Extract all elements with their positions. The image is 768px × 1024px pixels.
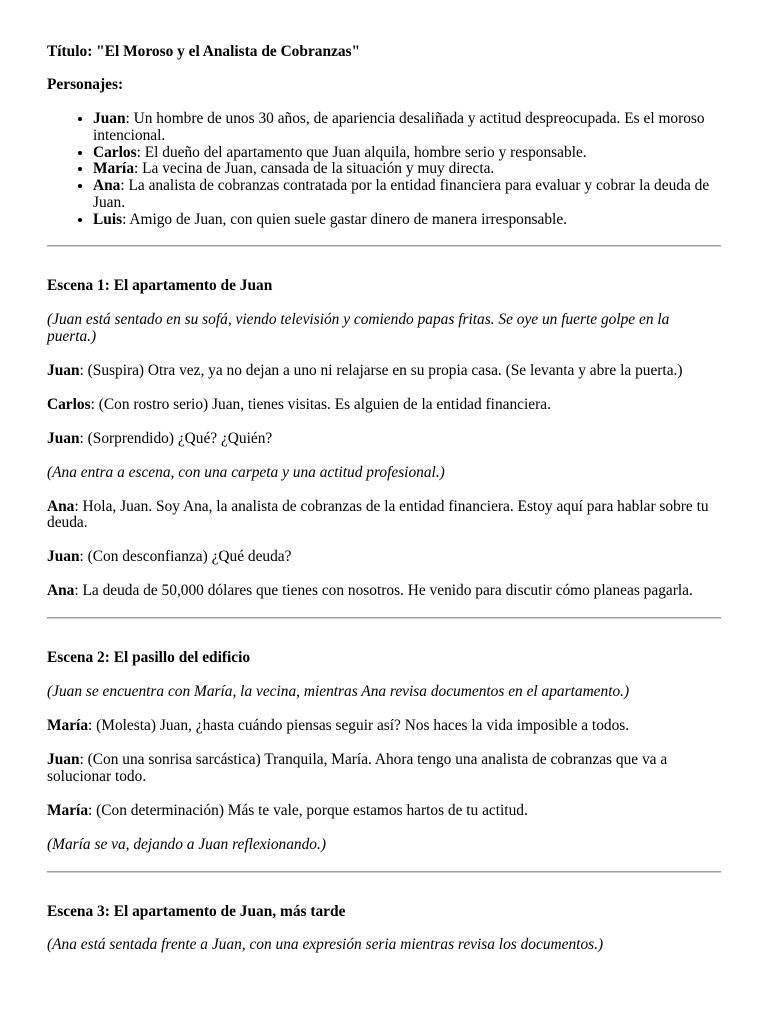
- character-name: Juan: [93, 110, 126, 128]
- speaker-name: Juan: [47, 750, 80, 768]
- character-item: [93, 178, 717, 211]
- document-title: Título: "El Moroso y el Analista de Cobranzas": [47, 42, 361, 60]
- scene-heading: Escena 2: El pasillo del edificio: [47, 649, 251, 667]
- dialogue-line: [47, 397, 717, 414]
- characters-heading: Personajes:: [47, 76, 124, 94]
- dialogue-text: : (Sorprendido) ¿Qué? ¿Quién?: [79, 429, 273, 447]
- scene-2: [47, 650, 717, 853]
- section-divider: [47, 871, 721, 873]
- stage-direction: (María se va, dejando a Juan reflexionando.): [47, 835, 326, 853]
- characters-list: [47, 111, 717, 228]
- scene-heading: Escena 3: El apartamento de Juan, más tarde: [47, 902, 346, 920]
- speaker-name: Juan: [47, 361, 80, 379]
- section-divider: [47, 617, 721, 619]
- dialogue-line: [47, 499, 717, 533]
- document-body: [47, 44, 717, 972]
- stage-direction: (Juan está sentado en su sofá, viendo televisión y comiendo papas fritas. Se oye un fuerte golpe en la puerta.): [47, 311, 670, 346]
- scene-1: [47, 278, 717, 600]
- dialogue-text: : (Molesta) Juan, ¿hasta cuándo piensas seguir así? Nos haces la vida imposible a todos.: [88, 716, 630, 734]
- character-item: [93, 145, 717, 162]
- dialogue-text: : (Con rostro serio) Juan, tienes visitas. Es alguien de la entidad financiera.: [90, 395, 551, 413]
- character-name: Carlos: [93, 143, 137, 161]
- character-item: [93, 111, 717, 144]
- dialogue-text: : (Con desconfianza) ¿Qué deuda?: [79, 548, 292, 566]
- character-name: Ana: [93, 177, 121, 195]
- dialogue-text: : Hola, Juan. Soy Ana, la analista de cobranzas de la entidad financiera. Estoy aquí para hablar sobre tu deuda.: [47, 497, 709, 532]
- scene-heading: Escena 1: El apartamento de Juan: [47, 277, 273, 295]
- character-description: : La analista de cobranzas contratada por la entidad financiera para evaluar y cobrar la deuda de Juan.: [93, 177, 710, 211]
- character-item: [93, 212, 717, 229]
- dialogue-text: : (Con determinación) Más te vale, porque estamos hartos de tu actitud.: [88, 801, 528, 819]
- speaker-name: María: [47, 801, 89, 819]
- character-name: María: [93, 160, 135, 178]
- speaker-name: Ana: [47, 497, 75, 515]
- dialogue-line: [47, 431, 717, 448]
- dialogue-line: [47, 752, 717, 786]
- dialogue-text: : (Con una sonrisa sarcástica) Tranquila, María. Ahora tengo una analista de cobranzas que va a solucionar todo.: [47, 750, 668, 785]
- section-divider: [47, 245, 721, 247]
- character-name: Luis: [93, 210, 123, 228]
- scene-3: [47, 904, 717, 955]
- stage-direction: (Ana entra a escena, con una carpeta y una actitud profesional.): [47, 463, 445, 481]
- dialogue-line: [47, 803, 717, 820]
- character-description: : El dueño del apartamento que Juan alquila, hombre serio y responsable.: [136, 143, 587, 161]
- dialogue-line: [47, 718, 717, 735]
- speaker-name: Juan: [47, 429, 80, 447]
- speaker-name: María: [47, 716, 89, 734]
- character-item: [93, 161, 717, 178]
- character-description: : La vecina de Juan, cansada de la situación y muy directa.: [134, 160, 495, 178]
- speaker-name: Ana: [47, 582, 75, 600]
- dialogue-line: [47, 583, 717, 600]
- dialogue-text: : (Suspira) Otra vez, ya no dejan a uno ni relajarse en su propia casa. (Se levanta y abre la puerta.): [79, 361, 683, 379]
- character-description: : Amigo de Juan, con quien suele gastar dinero de manera irresponsable.: [122, 210, 568, 228]
- character-description: : Un hombre de unos 30 años, de apariencia desaliñada y actitud despreocupada. Es el moroso intencional.: [93, 110, 705, 144]
- dialogue-line: [47, 363, 717, 380]
- dialogue-text: : La deuda de 50,000 dólares que tienes con nosotros. He venido para discutir cómo planeas pagarla.: [74, 582, 693, 600]
- stage-direction: (Ana está sentada frente a Juan, con una expresión seria mientras revisa los documentos.): [47, 936, 604, 954]
- speaker-name: Juan: [47, 548, 80, 566]
- stage-direction: (Juan se encuentra con María, la vecina, mientras Ana revisa documentos en el apartamento.): [47, 683, 630, 701]
- dialogue-line: [47, 549, 717, 566]
- speaker-name: Carlos: [47, 395, 91, 413]
